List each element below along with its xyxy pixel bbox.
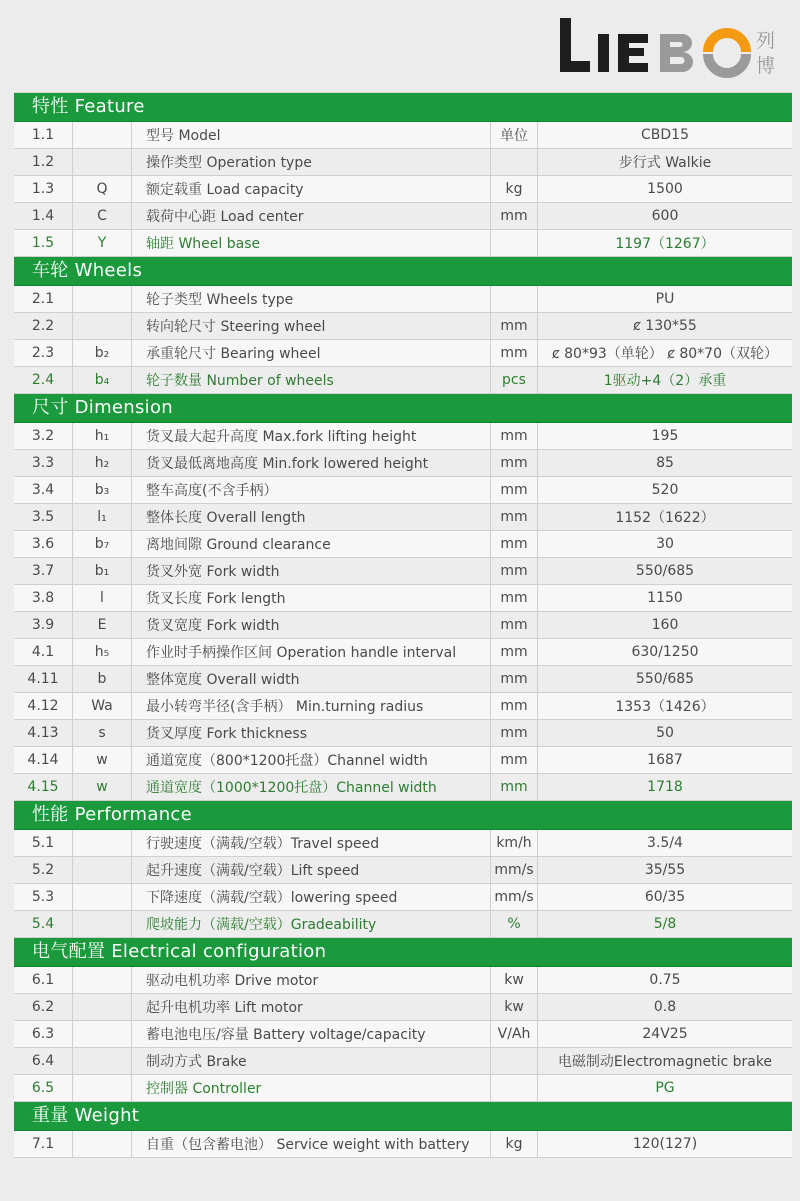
row-number: 5.4 [14,911,73,938]
row-symbol: l₁ [73,504,132,531]
row-symbol [73,122,132,149]
row-value: 520 [538,477,793,504]
row-unit: mm [491,720,538,747]
row-value: 1718 [538,774,793,801]
table-row [14,747,792,774]
row-symbol: h₂ [73,450,132,477]
row-symbol [73,1048,132,1075]
row-symbol: C [73,203,132,230]
row-symbol: b [73,666,132,693]
spec-table [14,423,792,801]
row-number: 1.1 [14,122,73,149]
row-unit: pcs [491,367,538,394]
row-symbol [73,1021,132,1048]
row-name: 通道宽度（800*1200托盘）Channel width [132,747,491,774]
row-name: 转向轮尺寸 Steering wheel [132,313,491,340]
row-name: 货叉厚度 Fork thickness [132,720,491,747]
spec-table [14,1131,792,1158]
row-name: 爬坡能力（满载/空载）Gradeability [132,911,491,938]
table-row [14,612,792,639]
table-row [14,830,792,857]
row-symbol [73,857,132,884]
row-value: 550/685 [538,666,793,693]
table-row [14,477,792,504]
row-number: 6.2 [14,994,73,1021]
row-symbol: Y [73,230,132,257]
row-name: 载荷中心距 Load center [132,203,491,230]
row-value: 1687 [538,747,793,774]
table-row [14,230,792,257]
row-number: 7.1 [14,1131,73,1158]
row-number: 6.1 [14,967,73,994]
spec-table [14,286,792,394]
row-value: 30 [538,531,793,558]
row-value: PU [538,286,793,313]
table-row [14,340,792,367]
section-header: 电气配置 Electrical configuration [14,938,792,967]
table-row [14,884,792,911]
row-value: 1197（1267） [538,230,793,257]
row-number: 5.3 [14,884,73,911]
brand-logo [558,14,790,80]
row-value: PG [538,1075,793,1102]
row-number: 2.2 [14,313,73,340]
table-row [14,203,792,230]
row-name: 轮子数量 Number of wheels [132,367,491,394]
row-name: 轮子类型 Wheels type [132,286,491,313]
row-number: 3.6 [14,531,73,558]
row-value: 0.8 [538,994,793,1021]
row-value: 85 [538,450,793,477]
row-name: 整体长度 Overall length [132,504,491,531]
row-number: 5.1 [14,830,73,857]
row-value: 160 [538,612,793,639]
row-number: 6.5 [14,1075,73,1102]
row-symbol: b₇ [73,531,132,558]
row-number: 4.15 [14,774,73,801]
row-value: 电磁制动Electromagnetic brake [538,1048,793,1075]
row-value: 1152（1622） [538,504,793,531]
section-header: 尺寸 Dimension [14,394,792,423]
row-number: 3.5 [14,504,73,531]
table-row [14,774,792,801]
row-value: 195 [538,423,793,450]
row-name: 货叉外宽 Fork width [132,558,491,585]
row-symbol: h₅ [73,639,132,666]
row-unit: mm [491,313,538,340]
row-name: 整车高度(不含手柄） [132,477,491,504]
row-value: 0.75 [538,967,793,994]
table-row [14,531,792,558]
row-name: 整体宽度 Overall width [132,666,491,693]
table-row [14,367,792,394]
row-value: 24V25 [538,1021,793,1048]
row-unit [491,1075,538,1102]
row-unit: mm/s [491,857,538,884]
row-number: 1.4 [14,203,73,230]
row-number: 6.4 [14,1048,73,1075]
row-number: 3.8 [14,585,73,612]
row-unit: mm [491,666,538,693]
row-symbol: Wa [73,693,132,720]
row-number: 5.2 [14,857,73,884]
row-symbol: l [73,585,132,612]
row-value: ȼ 80*93（单轮） ȼ 80*70（双轮） [538,340,793,367]
table-row [14,666,792,693]
row-number: 4.11 [14,666,73,693]
table-row [14,286,792,313]
row-value: 600 [538,203,793,230]
table-row [14,857,792,884]
row-unit [491,1048,538,1075]
table-row [14,122,792,149]
spec-table [14,967,792,1102]
row-symbol [73,149,132,176]
table-row [14,693,792,720]
row-name: 起升速度（满载/空载）Lift speed [132,857,491,884]
row-unit: mm [491,504,538,531]
logo-chinese-2: 博 [756,55,776,77]
row-symbol: E [73,612,132,639]
row-value: ȼ 130*55 [538,313,793,340]
section-header: 性能 Performance [14,801,792,830]
row-name: 自重（包含蓄电池） Service weight with battery [132,1131,491,1158]
row-symbol [73,884,132,911]
row-name: 货叉最大起升高度 Max.fork lifting height [132,423,491,450]
row-unit: mm [491,340,538,367]
row-symbol: b₂ [73,340,132,367]
row-unit: 单位 [491,122,538,149]
table-row [14,149,792,176]
row-number: 1.3 [14,176,73,203]
row-symbol: Q [73,176,132,203]
row-unit: mm [491,558,538,585]
row-symbol: s [73,720,132,747]
row-value: CBD15 [538,122,793,149]
row-symbol [73,1075,132,1102]
row-unit [491,230,538,257]
row-symbol [73,967,132,994]
row-unit [491,286,538,313]
row-value: 3.5/4 [538,830,793,857]
row-unit: mm/s [491,884,538,911]
row-number: 1.5 [14,230,73,257]
row-value: 120(127) [538,1131,793,1158]
row-symbol [73,911,132,938]
row-name: 货叉最低离地高度 Min.fork lowered height [132,450,491,477]
row-value: 550/685 [538,558,793,585]
row-name: 操作类型 Operation type [132,149,491,176]
row-name: 制动方式 Brake [132,1048,491,1075]
row-unit: V/Ah [491,1021,538,1048]
row-name: 型号 Model [132,122,491,149]
row-symbol: b₃ [73,477,132,504]
row-value: 35/55 [538,857,793,884]
row-unit: mm [491,203,538,230]
row-symbol [73,286,132,313]
row-name: 最小转弯半径(含手柄） Min.turning radius [132,693,491,720]
table-row [14,911,792,938]
row-value: 630/1250 [538,639,793,666]
row-name: 作业时手柄操作区间 Operation handle interval [132,639,491,666]
row-unit: % [491,911,538,938]
row-number: 4.1 [14,639,73,666]
table-row [14,176,792,203]
row-value: 60/35 [538,884,793,911]
row-name: 驱动电机功率 Drive motor [132,967,491,994]
row-symbol [73,830,132,857]
row-value: 1500 [538,176,793,203]
row-number: 4.14 [14,747,73,774]
row-unit: mm [491,693,538,720]
table-row [14,423,792,450]
row-symbol [73,994,132,1021]
table-row [14,1021,792,1048]
row-value: 5/8 [538,911,793,938]
row-number: 3.7 [14,558,73,585]
row-number: 2.4 [14,367,73,394]
row-symbol [73,1131,132,1158]
spec-table [14,830,792,938]
table-row [14,1075,792,1102]
row-unit: mm [491,612,538,639]
row-unit [491,149,538,176]
row-number: 3.2 [14,423,73,450]
table-row [14,1048,792,1075]
row-value: 步行式 Walkie [538,149,793,176]
header [0,0,800,92]
row-symbol [73,313,132,340]
row-name: 下降速度（满载/空载）lowering speed [132,884,491,911]
row-value: 1353（1426） [538,693,793,720]
row-unit: mm [491,639,538,666]
row-number: 3.9 [14,612,73,639]
row-unit: kw [491,994,538,1021]
row-unit: mm [491,531,538,558]
row-unit: mm [491,477,538,504]
table-row [14,994,792,1021]
row-symbol: h₁ [73,423,132,450]
row-symbol: b₁ [73,558,132,585]
row-number: 1.2 [14,149,73,176]
row-name: 行驶速度（满载/空载）Travel speed [132,830,491,857]
row-unit: mm [491,450,538,477]
row-unit: km/h [491,830,538,857]
row-number: 2.1 [14,286,73,313]
row-value: 50 [538,720,793,747]
table-row [14,585,792,612]
row-value: 1驱动+4（2）承重 [538,367,793,394]
row-unit: kg [491,1131,538,1158]
table-row [14,720,792,747]
table-row [14,450,792,477]
row-unit: mm [491,747,538,774]
table-row [14,504,792,531]
row-unit: mm [491,423,538,450]
spec-table [14,122,792,257]
row-symbol: w [73,774,132,801]
row-symbol: b₄ [73,367,132,394]
row-name: 承重轮尺寸 Bearing wheel [132,340,491,367]
row-name: 离地间隙 Ground clearance [132,531,491,558]
spec-sheet [14,92,792,1158]
row-number: 3.4 [14,477,73,504]
row-symbol: w [73,747,132,774]
row-name: 起升电机功率 Lift motor [132,994,491,1021]
row-name: 额定载重 Load capacity [132,176,491,203]
table-row [14,313,792,340]
row-name: 轴距 Wheel base [132,230,491,257]
table-row [14,558,792,585]
row-unit: mm [491,585,538,612]
section-header: 重量 Weight [14,1102,792,1131]
row-name: 货叉宽度 Fork width [132,612,491,639]
table-row [14,967,792,994]
row-name: 通道宽度（1000*1200托盘）Channel width [132,774,491,801]
row-name: 蓄电池电压/容量 Battery voltage/capacity [132,1021,491,1048]
row-name: 控制器 Controller [132,1075,491,1102]
row-number: 2.3 [14,340,73,367]
row-number: 3.3 [14,450,73,477]
row-number: 4.12 [14,693,73,720]
row-unit: mm [491,774,538,801]
row-unit: kw [491,967,538,994]
row-value: 1150 [538,585,793,612]
table-row [14,1131,792,1158]
table-row [14,639,792,666]
section-header: 车轮 Wheels [14,257,792,286]
row-unit: kg [491,176,538,203]
section-header: 特性 Feature [14,93,792,122]
row-name: 货叉长度 Fork length [132,585,491,612]
logo-chinese-1: 列 [756,30,776,52]
row-number: 6.3 [14,1021,73,1048]
row-number: 4.13 [14,720,73,747]
